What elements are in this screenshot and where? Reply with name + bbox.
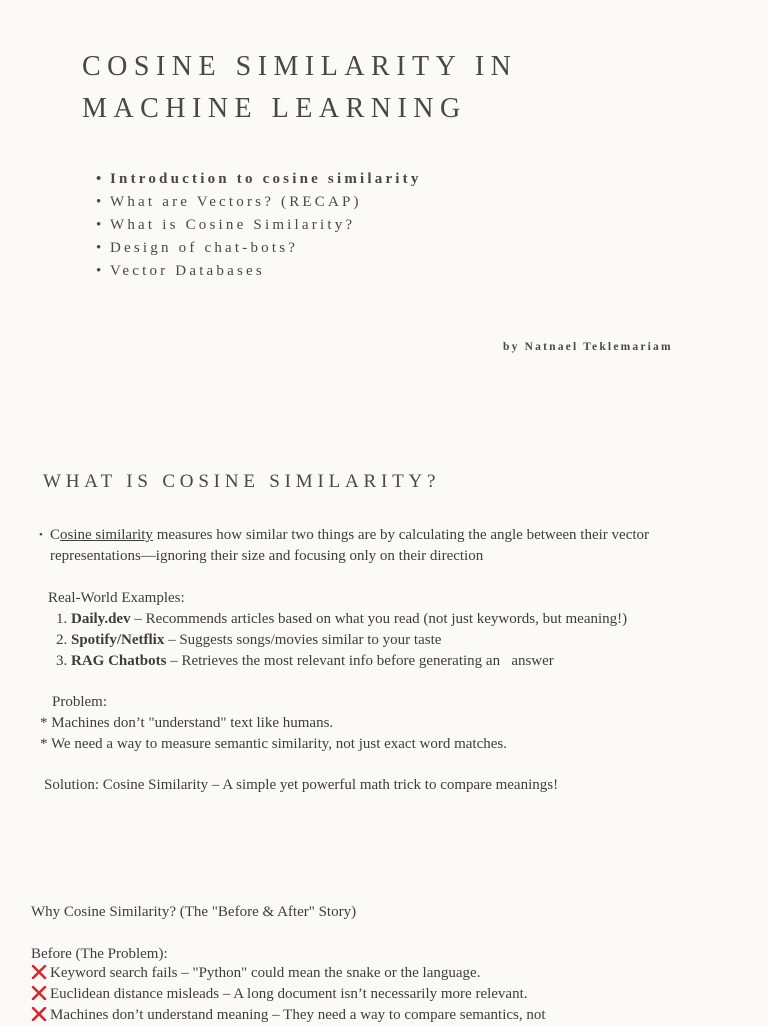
list-item (56, 609, 627, 630)
solution-text: Solution: Cosine Similarity – A simple yet powerful math trick to compare meanings! (44, 777, 559, 793)
example-name: RAG Chatbots (71, 653, 167, 669)
definition-text: measures how similar two things are by calculating the angle between their vector (152, 527, 650, 543)
list-item: * Machines don’t "understand" text like humans. (40, 715, 334, 731)
example-desc: – Suggests songs/movies similar to your taste (164, 632, 442, 648)
list-item: * We need a way to measure semantic similarity, not just exact word matches. (40, 736, 507, 752)
list-item (56, 651, 627, 672)
agenda-item-label: What are Vectors? (RECAP) (110, 194, 362, 210)
example-desc: – Retrieves the most relevant info before generating an answer (166, 653, 554, 669)
why-heading: Why Cosine Similarity? (The "Before & After" Story) (31, 904, 357, 920)
title-line-2: MACHINE LEARNING (82, 93, 467, 124)
definition-line-1 (39, 525, 649, 546)
list-item-number: 2. (56, 632, 68, 648)
agenda-list (96, 168, 422, 283)
problem-label: Problem: (52, 694, 107, 710)
agenda-item (96, 168, 422, 191)
page-title (82, 46, 517, 130)
bullet-icon: • (96, 194, 102, 210)
definition-line-2: representations—ignoring their size and focusing only on their direction (50, 548, 484, 564)
bullet-icon: • (96, 263, 102, 279)
agenda-item-label: Design of chat-bots? (110, 240, 299, 256)
agenda-item (96, 191, 422, 214)
definition-term: osine similarity (60, 527, 153, 543)
bullet-icon: • (96, 240, 102, 256)
bullet-icon: • (96, 171, 102, 187)
list-item (31, 1005, 546, 1026)
agenda-item (96, 214, 422, 237)
list-item-number: 1. (56, 611, 68, 627)
problems-list (31, 963, 546, 1026)
bullet-icon: • (96, 217, 102, 233)
example-name: Spotify/Netflix (71, 632, 165, 648)
cross-mark-icon (31, 1007, 47, 1021)
agenda-item (96, 237, 422, 260)
definition-paragraph (39, 525, 649, 567)
problem-item-text: Keyword search fails – "Python" could mean the snake or the language. (50, 965, 481, 981)
list-item (56, 630, 627, 651)
agenda-item (96, 260, 422, 283)
section-heading: WHAT IS COSINE SIMILARITY? (43, 471, 441, 492)
example-name: Daily.dev (71, 611, 131, 627)
example-desc: – Recommends articles based on what you read (not just keywords, but meaning!) (130, 611, 628, 627)
list-item (31, 984, 546, 1005)
agenda-item-label: Vector Databases (110, 263, 265, 279)
definition-c: C (50, 527, 61, 543)
examples-list (56, 609, 627, 672)
problem-list (40, 713, 507, 755)
cross-mark-icon (31, 965, 47, 979)
examples-label: Real-World Examples: (48, 590, 185, 606)
agenda-item-label: Introduction to cosine similarity (110, 171, 422, 187)
list-item (31, 963, 546, 984)
agenda-item-label: What is Cosine Similarity? (110, 217, 356, 233)
cross-mark-icon (31, 986, 47, 1000)
problem-item-text: Euclidean distance misleads – A long document isn’t necessarily more relevant. (50, 986, 528, 1002)
bullet-icon: • (39, 529, 43, 541)
list-item-number: 3. (56, 653, 68, 669)
before-label: Before (The Problem): (31, 946, 168, 962)
author-byline: by Natnael Teklemariam (503, 341, 673, 353)
problem-item-text: Machines don’t understand meaning – They need a way to compare semantics, not (50, 1007, 546, 1023)
title-line-1: COSINE SIMILARITY IN (82, 51, 518, 82)
